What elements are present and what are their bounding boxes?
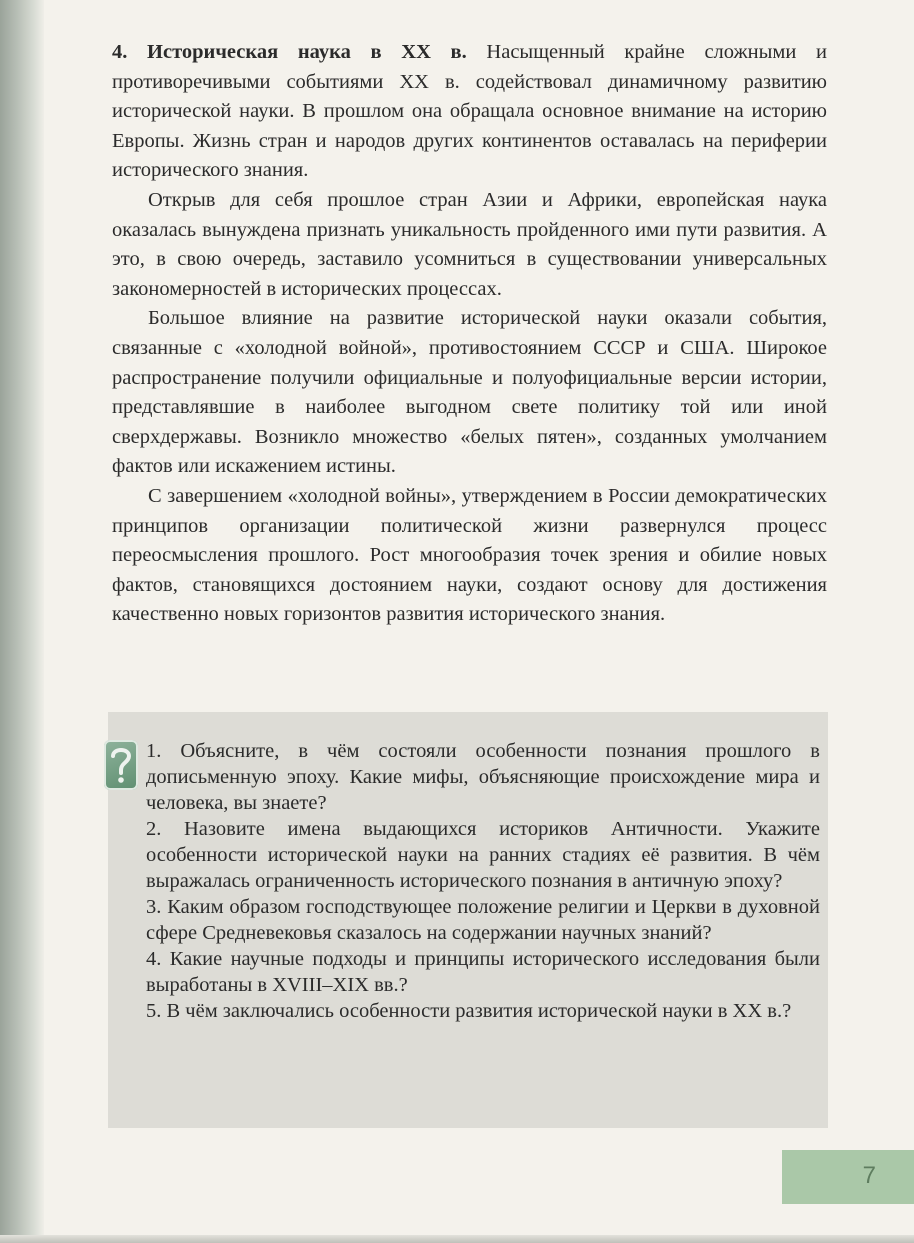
page-number-tab: [782, 1150, 914, 1204]
page-bottom-edge: [0, 1235, 914, 1243]
page-number: 7: [862, 1162, 876, 1189]
section-heading: 4. Историческая наука в XX в.: [112, 41, 467, 63]
paragraph-3: Большое влияние на развитие исторической науки оказали события, связанные с «холодной войной», противостоянием СССР и США. Широкое распространение получили официальные и полуофициальные версии истории, представлявшие в наиболее выгодном свете политику той или иной сверхдержавы. Возникло множество «белых пятен», созданных умолчанием фактов или искажением истины.: [112, 307, 827, 478]
question-3: 3. Каким образом господствующее положение религии и Церкви в духовной сфере Средневековья сказалось на содержании научных знаний?: [146, 896, 820, 944]
section-text: [112, 38, 827, 630]
page-binding-edge: [0, 0, 44, 1243]
question-4: 4. Какие научные подходы и принципы исторического исследования были выработаны в XVIII–XIX вв.?: [146, 948, 820, 996]
question-mark-icon: [104, 740, 138, 790]
question-2: 2. Назовите имена выдающихся историков Античности. Укажите особенности исторической науки на ранних стадиях её развития. В чём выражалась ограниченность исторического познания в античную эпоху?: [146, 818, 820, 892]
paragraph-2: Открыв для себя прошлое стран Азии и Африки, европейская наука оказалась вынуждена признать уникальность пройденного ими пути развития. А это, в свою очередь, заставило усомниться в существовании универсальных закономерностей в исторических процессах.: [112, 188, 827, 300]
question-5: 5. В чём заключались особенности развития исторической науки в XX в.?: [146, 1000, 792, 1022]
paragraph-4: С завершением «холодной войны», утверждением в России демократических принципов организации политической жизни развернулся процесс переосмысления прошлого. Рост многообразия точек зрения и обилие новых фактов, становящихся достоянием науки, создают основу для достижения качественно новых горизонтов развития исторического знания.: [112, 484, 827, 626]
section-first-paragraph: [112, 38, 827, 186]
paragraph-1: Насыщенный крайне сложными и противоречивыми событиями XX в. содействовал динамичному развитию исторической науки. В прошлом она обращала основное внимание на историю Европы. Жизнь стран и народов других континентов оставалась на периферии исторического знания.: [112, 41, 827, 182]
questions-box: [108, 712, 828, 1128]
question-1: 1. Объясните, в чём состояли особенности познания прошлого в дописьменную эпоху. Какие мифы, объясняющие происхождение мира и человека, вы знаете?: [146, 740, 820, 814]
